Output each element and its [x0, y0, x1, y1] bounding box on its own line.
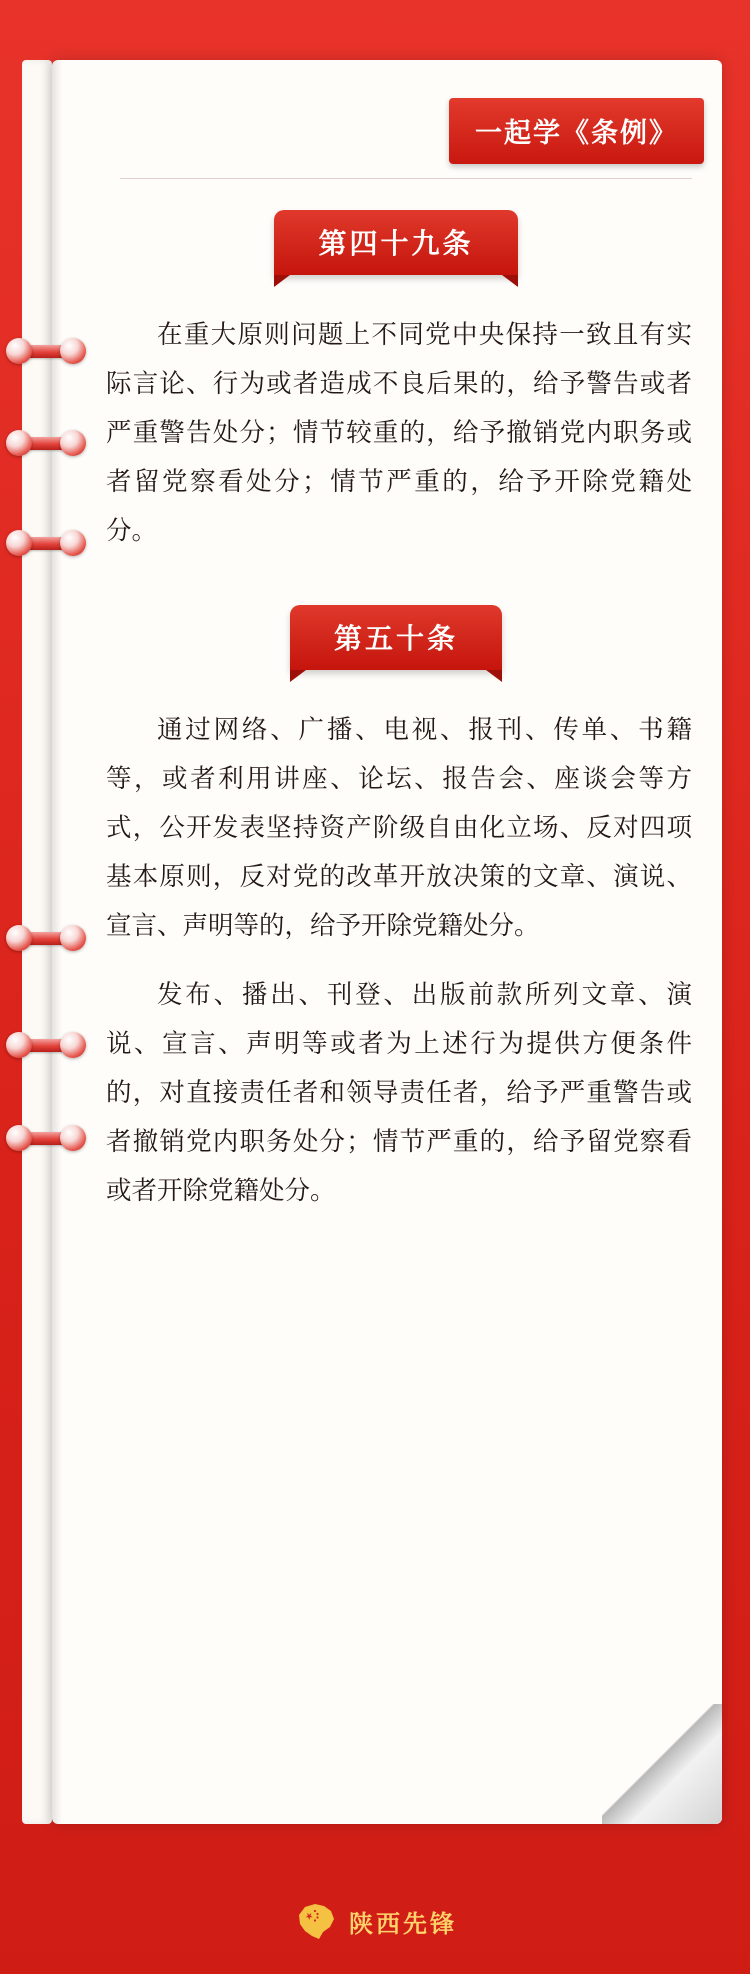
binder-ring [6, 430, 80, 456]
binder-ring-cap-left [6, 925, 32, 951]
binder-ring [6, 530, 80, 556]
page-curl [602, 1704, 722, 1824]
header-badge: 一起学《条例》 [449, 98, 704, 164]
binder-ring-cap-right [60, 1125, 86, 1151]
footer [0, 1899, 750, 1948]
binder-ring [6, 925, 80, 951]
binder-ring-cap-left [6, 1032, 32, 1058]
binder-ring-cap-right [60, 430, 86, 456]
binder-ring-cap-left [6, 338, 32, 364]
article-title-2: 第五十条 [290, 605, 502, 670]
paper-sheet [52, 60, 722, 1824]
binder-ring-cap-left [6, 530, 32, 556]
article-title-wrap-2 [92, 605, 700, 670]
article-paragraph: 发布、播出、刊登、出版前款所列文章、演说、宣言、声明等或者为上述行为提供方便条件的，对直接责任者和领导责任者，给予严重警告或者撤销党内职务处分；情节严重的，给予留党察看或者开除党籍处分。 [106, 980, 692, 1206]
binder-ring-cap-right [60, 530, 86, 556]
article-block-2 [92, 605, 700, 1216]
binder-ring [6, 1032, 80, 1058]
binder-ring-cap-right [60, 1032, 86, 1058]
article-paragraph: 通过网络、广播、电视、报刊、传单、书籍等，或者利用讲座、论坛、报告会、座谈会等方式，公开发表坚持资产阶级自由化立场、反对四项基本原则，反对党的改革开放决策的文章、演说、宣言、声明等的，给予开除党籍处分。 [106, 715, 692, 941]
binder-ring [6, 1125, 80, 1151]
footer-brand-label: 陕西先锋 [349, 1908, 457, 1938]
article-paragraph: 在重大原则问题上不同党中央保持一致且有实际言论、行为或者造成不良后果的，给予警告或者严重警告处分；情节较重的，给予撤销党内职务或者留党察看处分；情节严重的，给予开除党籍处分。 [106, 320, 692, 546]
binder-ring-cap-left [6, 1125, 32, 1151]
binder-ring [6, 338, 80, 364]
header-divider [120, 178, 692, 179]
binder-ring-cap-right [60, 925, 86, 951]
article-title-wrap-1 [92, 210, 700, 275]
china-map-icon [293, 1899, 339, 1943]
article-block-1 [92, 210, 700, 556]
binder-ring-cap-right [60, 338, 86, 364]
article-title-1: 第四十九条 [274, 210, 517, 275]
binder-ring-cap-left [6, 430, 32, 456]
footer-logo [293, 1899, 457, 1943]
